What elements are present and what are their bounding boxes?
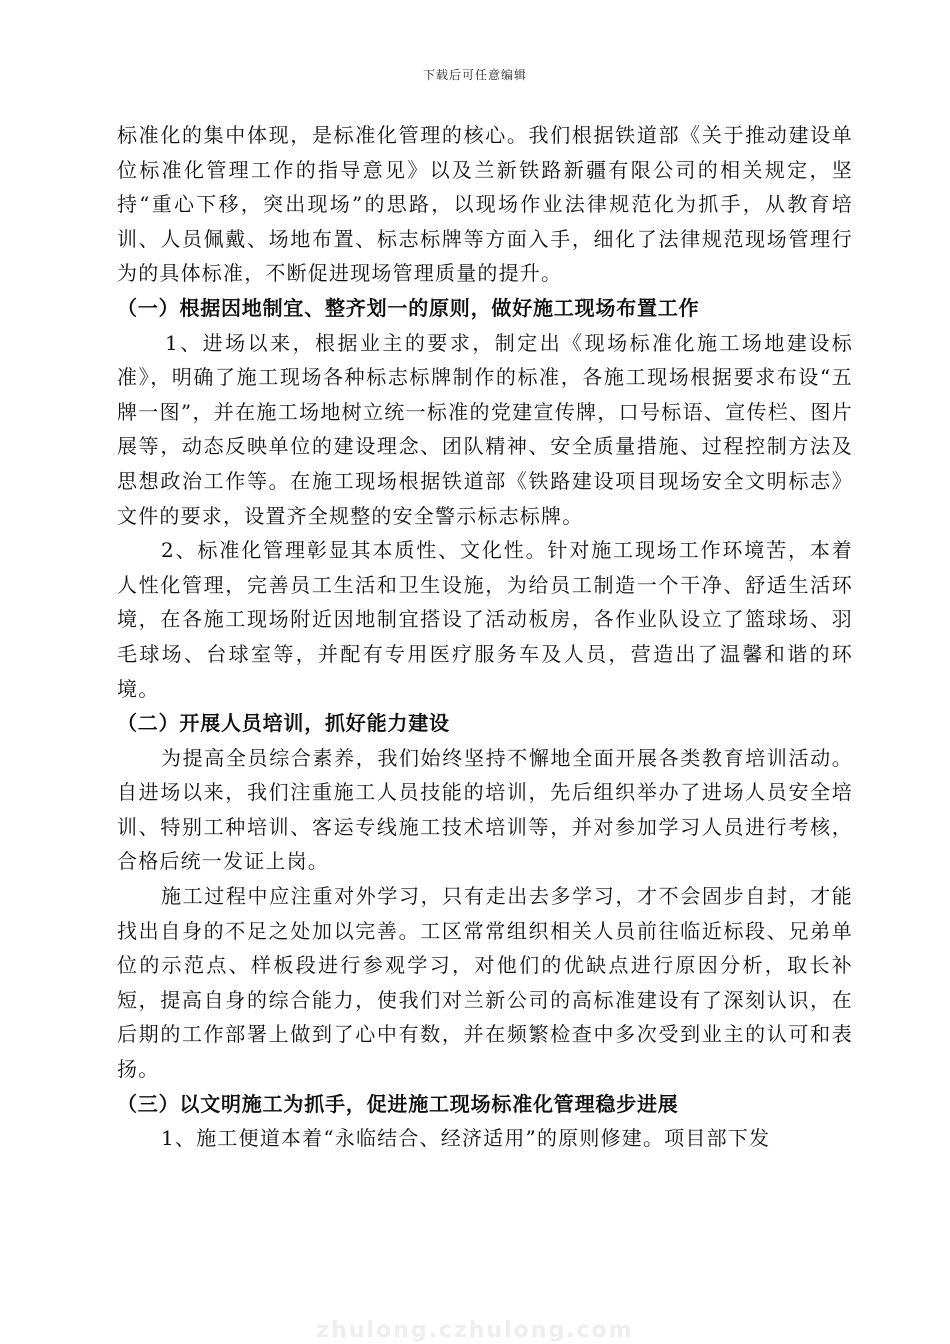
section-heading-2: （二）开展人员培训，抓好能力建设 xyxy=(117,711,450,736)
paragraph-training: 为提高全员综合素养，我们始终坚持不懈地全面开展各类教育培训活动。自进场以来，我们注重施工人员技能的培训，先后组织举办了进场人员安全培训、特别工种培训、客运专线施工技术培训等，并对参加学习人员进行考核，合格后统一发证上岗。 xyxy=(117,745,853,874)
paragraph-access-road: 1、施工便道本着“永临结合、经济适用”的原则修建。项目部下发 xyxy=(161,1126,771,1151)
paragraph-external-learning: 施工过程中应注重对外学习，只有走出去多学习，才不会固步自封，才能找出自身的不足之处加以完善。工区常常组织相关人员前往临近标段、兄弟单位的示范点、样板段进行参观学习，对他们的优缺点进行原因分析，取长补短，提高自身的综合能力，使我们对兰新公司的高标准建设有了深刻认识，在后期的工作部署上做到了心中有数，并在频繁检查中多次受到业主的认可和表扬。 xyxy=(117,884,853,1082)
document-body xyxy=(117,118,853,1156)
page-header: 下载后可任意编辑 xyxy=(422,68,527,82)
paragraph-site-layout: 1、进场以来，根据业主的要求，制定出《现场标准化施工场地建设标准》，明确了施工现场各种标志标牌制作的标准，各施工现场根据要求布设“五牌一图”，并在施工场地树立统一标准的党建宣传牌，口号标语、宣传栏、图片展等，动态反映单位的建设理念、团队精神、安全质量措施、过程控制方法及思想政治工作等。在施工现场根据铁道部《铁路建设项目现场安全文明标志》文件的要求，设置齐全规整的安全警示标志标牌。 xyxy=(117,330,853,528)
section-heading-1: （一）根据因地制宜、整齐划一的原则，做好施工现场布置工作 xyxy=(117,295,700,320)
section-heading-3: （三）以文明施工为抓手，促进施工现场标准化管理稳步进展 xyxy=(117,1091,679,1116)
watermark-text: zhulong.czhulong.com xyxy=(316,1318,634,1343)
paragraph-standardization: 2、标准化管理彰显其本质性、文化性。针对施工现场工作环境苦，本着人性化管理，完善员工生活和卫生设施，为给员工制造一个干净、舒适生活环境，在各施工现场附近因地制宜搭设了活动板房，各作业队设立了篮球场、羽毛球场、台球室等，并配有专用医疗服务车及人员，营造出了温馨和谐的环境。 xyxy=(117,538,853,701)
paragraph-intro: 标准化的集中体现，是标准化管理的核心。我们根据铁道部《关于推动建设单位标准化管理工作的指导意见》以及兰新铁路新疆有限公司的相关规定，坚持“重心下移，突出现场”的思路，以现场作业法律规范化为抓手，从教育培训、人员佩戴、场地布置、标志标牌等方面入手，细化了法律规范现场管理行为的具体标准，不断促进现场管理质量的提升。 xyxy=(117,123,853,286)
